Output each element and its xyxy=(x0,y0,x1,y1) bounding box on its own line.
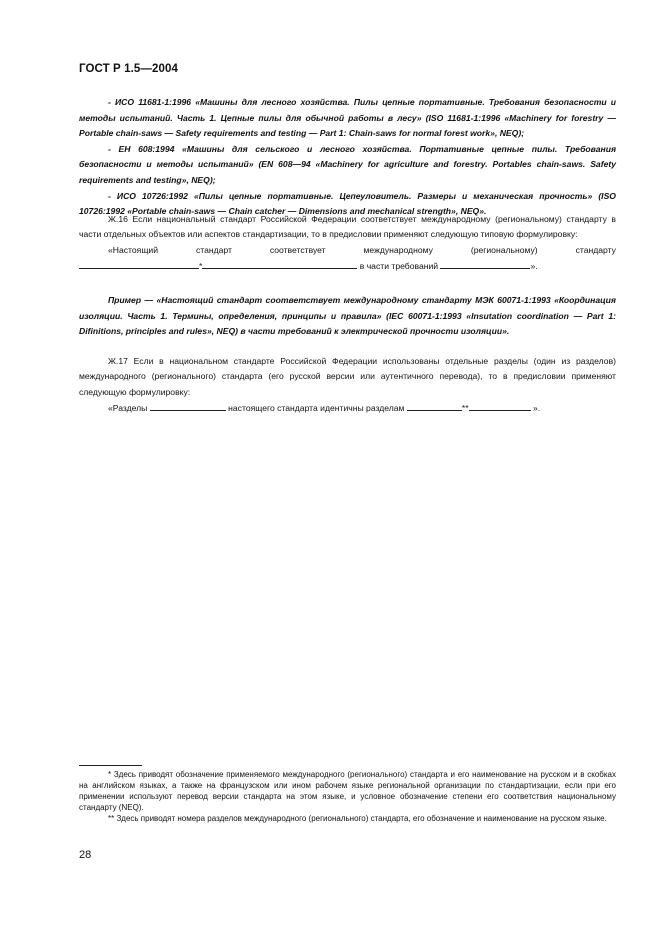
formula-end: ». xyxy=(530,261,538,272)
blank-field xyxy=(202,258,357,269)
clause-16 xyxy=(79,212,616,275)
page-number: 28 xyxy=(79,849,92,861)
blank-field xyxy=(79,258,199,269)
formula-word: (региональному) xyxy=(470,244,538,255)
footnotes xyxy=(79,769,616,824)
clause-17-text: Ж.17 Если в национальном стандарте Российской Федерации использованы отдельные разделы (один из разделов) международного (регионального) стандарта (его русской версии или аутентичного перевода), то в предисловии применяют следующую формулировку: xyxy=(79,356,616,397)
formula-word: «Настоящий xyxy=(108,244,159,255)
blank-field xyxy=(440,258,530,269)
clause-16-text: Ж.16 Если национальный стандарт Российской Федерации соответствует международному (региональному) стандарту в части отдельных объектов или аспектов стандартизации, то в предисловии применяют следующую типовую формулировку: xyxy=(79,214,616,240)
reference-item: - ИСО 11681-1:1996 «Машины для лесного хозяйства. Пилы цепные портативные. Требования безопасности и методы испытаний. Часть 1. Цепные пилы для обычной работы в лесу» (ISO 11681-1:1996 «Machinery for forestry — Portable chain-saws — Safety requirements and testing — Part 1: Chain-saws for normal forest work», NEQ); xyxy=(79,97,616,139)
clause-17 xyxy=(79,354,616,417)
clause-16-formula-line2 xyxy=(79,258,616,274)
footnote-item: ** Здесь приводят номера разделов международного (регионального) стандарта, его обозначение и наименование на русском языке. xyxy=(108,814,607,823)
reference-item: - ЕН 608:1994 «Машины для сельского и лесного хозяйства. Портативные цепные пилы. Требования безопасности и методы испытаний» (EN 608—94 «Machinery for agriculture and forestry. Portables chain-saws. Safety requirements and testing», NEQ); xyxy=(79,143,616,185)
footnote-divider xyxy=(79,765,142,766)
example-text: Пример — «Настоящий стандарт соответствует международному стандарту МЭК 60071-1:1993 «Координация изоляции. Часть 1. Термины, определения, принципы и правила» (IEC 60071-1:1993 «Insutation coordination — Part 1: Difinitions, principles and rules», NEQ) в части требований к электрической прочности изоляции». xyxy=(79,295,616,337)
blank-field xyxy=(469,400,531,411)
formula-mid: настоящего стандарта идентичны разделам xyxy=(228,403,405,414)
standard-references xyxy=(79,95,616,220)
formula-end: ». xyxy=(532,403,541,414)
footnote-mark: * xyxy=(199,261,203,272)
formula-word: соответствует xyxy=(269,244,326,255)
blank-field xyxy=(150,400,226,411)
formula-word: стандарт xyxy=(195,244,232,255)
formula-word: стандарту xyxy=(575,244,616,255)
clause-16-formula-line1 xyxy=(79,243,616,258)
formula-start: «Разделы xyxy=(108,403,148,414)
formula-word: международному xyxy=(363,244,433,255)
footnote-item: * Здесь приводят обозначение применяемого международного (регионального) стандарта и его наименование на русском и в скобках на английском языках, а также на французском или ином рабочем языке региональной организации по стандартизации, если при его применении используют перевод версии стандарта на этом языке, и условное обозначение степени его соответствия национальному стандарту (NEQ). xyxy=(79,770,616,812)
footnote-mark: ** xyxy=(461,403,469,414)
blank-field xyxy=(407,400,462,411)
reference-item: - ИСО 10726:1992 «Пилы цепные портативные. Цепеуловитель. Размеры и механическая прочность» (ISO 10726:1992 «Portable chain-saws — Chain catcher — Dimensions and mechanical strength», NEQ». xyxy=(79,190,616,217)
formula-tail: в части требований xyxy=(359,261,439,272)
document-header: ГОСТ Р 1.5—2004 xyxy=(79,63,178,75)
clause-17-formula xyxy=(79,400,616,416)
example-block xyxy=(79,293,616,340)
